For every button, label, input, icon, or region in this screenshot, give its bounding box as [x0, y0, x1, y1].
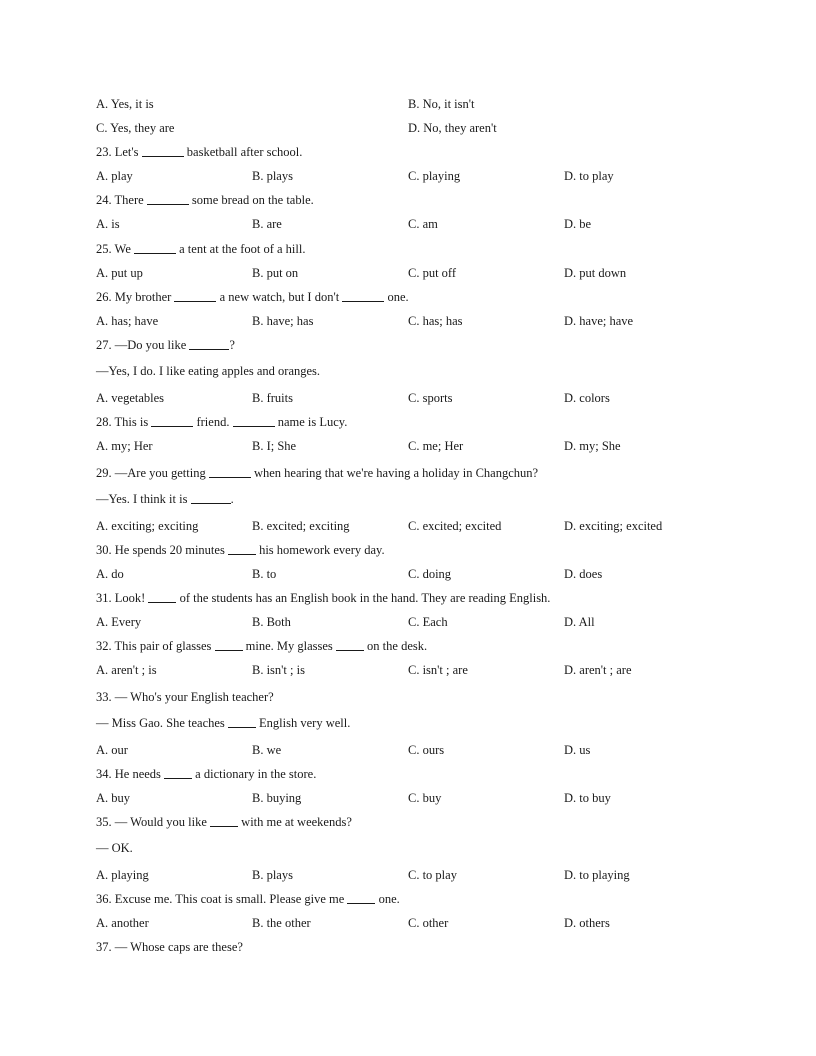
question-text: of the students has an English book in the hand. They are reading English. — [179, 590, 551, 605]
answer-blank — [209, 465, 251, 478]
q35-reply — [96, 839, 736, 866]
question-31 — [96, 589, 736, 613]
option-d: D. put down — [564, 265, 627, 280]
answer-blank — [233, 414, 275, 427]
question-36 — [96, 890, 736, 914]
q29-options — [96, 517, 736, 541]
option-d: D. colors — [564, 390, 610, 405]
answer-blank — [189, 337, 229, 350]
question-33 — [96, 688, 736, 715]
answer-blank — [174, 289, 216, 302]
q36-options — [96, 914, 736, 938]
option-b: B. I; She — [252, 439, 297, 454]
question-32 — [96, 637, 736, 661]
question-text: some bread on the table. — [191, 193, 314, 208]
question-29 — [96, 464, 736, 491]
dialogue-reply: — Miss Gao. She teaches — [96, 716, 225, 731]
question-28 — [96, 413, 736, 437]
option-c: C. excited; excited — [408, 518, 502, 533]
option-a: A. has; have — [96, 313, 159, 328]
option-a: A. play — [96, 169, 133, 184]
option-b: B. plays — [252, 867, 293, 882]
option-c: C. me; Her — [408, 439, 464, 454]
question-text: 25. We — [96, 241, 131, 256]
question-text: 33. — Who's your English teacher? — [96, 689, 274, 704]
option-b: B. the other — [252, 916, 311, 931]
answer-blank — [164, 766, 192, 779]
question-text: on the desk. — [367, 639, 428, 654]
q29-reply — [96, 490, 736, 517]
option-d: D. does — [564, 566, 603, 581]
question-text: 34. He needs — [96, 766, 161, 781]
question-text: ? — [229, 337, 235, 352]
q31-options — [96, 613, 736, 637]
option-a: A. playing — [96, 867, 149, 882]
question-text: 23. Let's — [96, 145, 139, 160]
option-a: A. do — [96, 566, 124, 581]
option-b: B. have; has — [252, 313, 314, 328]
q33-reply — [96, 714, 736, 741]
option-b: B. isn't ; is — [252, 663, 305, 678]
question-text: 30. He spends 20 minutes — [96, 542, 225, 557]
question-27 — [96, 336, 736, 363]
question-25 — [96, 240, 736, 264]
question-text: one. — [378, 892, 400, 907]
question-text: friend. — [196, 415, 230, 430]
option-c: C. to play — [408, 867, 457, 882]
question-text: 26. My brother — [96, 289, 172, 304]
question-text: 37. — Whose caps are these? — [96, 940, 243, 955]
option-c: C. playing — [408, 169, 461, 184]
q23-options — [96, 167, 736, 191]
option-c: C. isn't ; are — [408, 663, 468, 678]
option-d: D. to buy — [564, 790, 611, 805]
dialogue-reply: —Yes, I do. I like eating apples and oranges. — [96, 364, 321, 379]
q24-options — [96, 215, 736, 239]
option-d: D. All — [564, 615, 595, 629]
option-b: B. Both — [252, 615, 291, 629]
question-text: 24. There — [96, 193, 144, 208]
option-d: D. others — [564, 916, 610, 931]
answer-blank — [347, 891, 375, 904]
q27-reply — [96, 362, 736, 389]
option-b: B. fruits — [252, 390, 293, 405]
question-text: a tent at the foot of a hill. — [179, 241, 306, 256]
question-text: with me at weekends? — [241, 814, 352, 829]
option-c: C. has; has — [408, 313, 463, 328]
question-26 — [96, 288, 736, 312]
question-text: one. — [387, 289, 409, 304]
dialogue-reply: English very well. — [259, 716, 351, 731]
q33-options — [96, 741, 736, 765]
question-37 — [96, 938, 736, 962]
q27-options — [96, 389, 736, 413]
option-c: C. buy — [408, 790, 442, 805]
option-c: C. Each — [408, 615, 448, 629]
question-text: 32. This pair of glasses — [96, 639, 212, 654]
question-30 — [96, 541, 736, 565]
option-c: C. Yes, they are — [96, 121, 175, 136]
option-a: A. our — [96, 742, 128, 757]
question-34 — [96, 765, 736, 789]
q32-options — [96, 661, 736, 688]
q34-options — [96, 789, 736, 813]
option-d: D. us — [564, 742, 591, 757]
option-c: C. other — [408, 916, 449, 931]
answer-blank — [191, 491, 231, 504]
q28-options — [96, 437, 736, 464]
question-text: 28. This is — [96, 415, 149, 430]
question-text: 29. —Are you getting — [96, 465, 206, 480]
question-text: basketball after school. — [186, 145, 303, 160]
option-c: C. ours — [408, 742, 445, 757]
option-b: B. put on — [252, 265, 299, 280]
question-text: his homework every day. — [259, 542, 385, 557]
answer-blank — [151, 414, 193, 427]
option-a: A. put up — [96, 265, 143, 280]
q25-options — [96, 264, 736, 288]
answer-blank — [342, 289, 384, 302]
answer-blank — [228, 715, 256, 728]
q26-options — [96, 312, 736, 336]
answer-blank — [336, 638, 364, 651]
answer-blank — [142, 144, 184, 157]
q35-options — [96, 866, 736, 890]
option-a: A. Every — [96, 615, 142, 629]
option-c: C. doing — [408, 566, 452, 581]
question-24 — [96, 191, 736, 215]
option-a: A. buy — [96, 790, 131, 805]
answer-blank — [215, 638, 243, 651]
option-a: A. another — [96, 916, 149, 931]
question-text: 36. Excuse me. This coat is small. Please give me — [96, 892, 345, 907]
question-text: when hearing that we're having a holiday in Changchun? — [253, 465, 539, 480]
dialogue-reply: — OK. — [96, 841, 133, 856]
question-text: 31. Look! — [96, 590, 146, 605]
question-text: name is Lucy. — [277, 415, 348, 430]
option-b: B. No, it isn't — [408, 97, 475, 111]
option-d: D. my; She — [564, 439, 621, 454]
option-a: A. Yes, it is — [96, 97, 154, 111]
option-d: D. to play — [564, 169, 614, 184]
worksheet-page — [96, 95, 736, 962]
q22-options-row-1 — [96, 95, 736, 119]
option-a: A. my; Her — [96, 439, 153, 454]
option-d: D. to playing — [564, 867, 630, 882]
q30-options — [96, 565, 736, 589]
option-b: B. are — [252, 217, 282, 232]
option-b: B. buying — [252, 790, 302, 805]
option-c: C. put off — [408, 265, 457, 280]
option-d: D. have; have — [564, 313, 634, 328]
dialogue-reply: —Yes. I think it is — [96, 492, 188, 507]
option-a: A. vegetables — [96, 390, 165, 405]
option-b: B. excited; exciting — [252, 518, 350, 533]
question-text: mine. My glasses — [245, 639, 333, 654]
option-b: B. plays — [252, 169, 293, 184]
option-a: A. exciting; exciting — [96, 518, 199, 533]
option-d: D. be — [564, 217, 592, 232]
answer-blank — [228, 542, 256, 555]
question-text: 27. —Do you like — [96, 337, 187, 352]
option-b: B. to — [252, 566, 277, 581]
question-text: a dictionary in the store. — [195, 766, 317, 781]
question-35 — [96, 813, 736, 840]
answer-blank — [148, 590, 176, 603]
option-b: B. we — [252, 742, 282, 757]
q22-options-row-2 — [96, 119, 736, 143]
dialogue-reply: . — [230, 492, 234, 507]
answer-blank — [134, 241, 176, 254]
option-a: A. aren't ; is — [96, 663, 157, 678]
answer-blank — [210, 814, 238, 827]
question-23 — [96, 143, 736, 167]
option-d: D. exciting; excited — [564, 518, 663, 533]
option-a: A. is — [96, 217, 120, 232]
question-text: 35. — Would you like — [96, 814, 207, 829]
answer-blank — [147, 192, 189, 205]
question-text: a new watch, but I don't — [219, 289, 340, 304]
option-c: C. am — [408, 217, 438, 232]
option-c: C. sports — [408, 390, 453, 405]
option-d: D. aren't ; are — [564, 663, 632, 678]
option-d: D. No, they aren't — [408, 121, 497, 136]
